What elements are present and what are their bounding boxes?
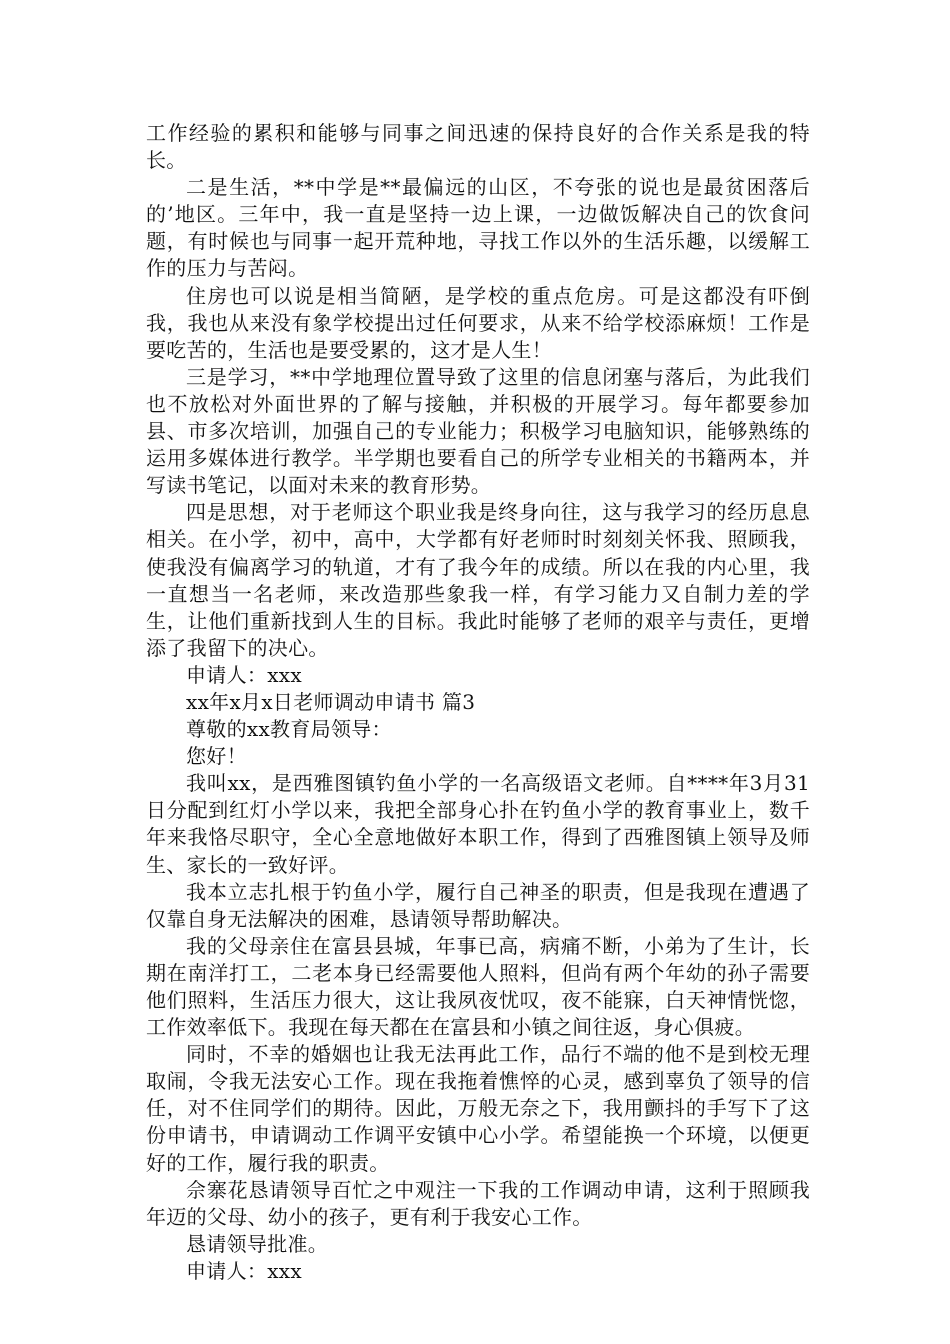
signature-line: 申请人：xxx: [186, 1258, 302, 1283]
paragraph: 我叫xx，是西雅图镇钓鱼小学的一名高级语文老师。自****年3月31日分配到红灯小学以来，我把全部身心扑在钓鱼小学的教育事业上，数千年来我恪尽职守，全心全意地做好本职工作，得到了西雅图镇上领导及师生、家长的一致好评。: [146, 771, 810, 877]
paragraph: 四是思想，对于老师这个职业我是终身向往，这与我学习的经历息息相关。在小学，初中，高中，大学都有好老师时时刻刻关怀我、照顾我，使我没有偏离学习的轨道，才有了我今年的成绩。所以在我的内心里，我一直想当一名老师，来改造那些象我一样，有学习能力又自制力差的学生，让他们重新找到人生的目标。我此时能够了老师的艰辛与责任，更增添了我留下的决心。: [146, 500, 810, 660]
paragraph: 住房也可以说是相当简陋，是学校的重点危房。可是这都没有吓倒我，我也从来没有象学校提出过任何要求，从来不给学校添麻烦！工作是要吃苦的，生活也是要受累的，这才是人生！: [146, 283, 810, 362]
paragraph: 佘寨花恳请领导百忙之中观注一下我的工作调动申请，这利于照顾我年迈的父母、幼小的孩子，更有利于我安心工作。: [146, 1177, 810, 1229]
paragraph: 工作经验的累积和能够与同事之间迅速的保持良好的合作关系是我的特长。: [146, 121, 810, 173]
closing-request: 恳请领导批准。: [186, 1231, 329, 1256]
paragraph: 三是学习，**中学地理位置导致了这里的信息闭塞与落后，为此我们也不放松对外面世界的了解与接触，并积极的开展学习。每年都要参加县、市多次培训，加强自己的专业能力；积极学习电脑知识，能够熟练的运用多媒体进行教学。半学期也要看自己的所学专业相关的书籍两本，并写读书笔记，以面对未来的教育形势。: [146, 364, 810, 498]
paragraph: 二是生活，**中学是**最偏远的山区，不夸张的说也是最贫困落后的’地区。三年中，我一直是坚持一边上课，一边做饭解决自己的饮食问题，有时候也与同事一起开荒种地，寻找工作以外的生活乐趣，以缓解工作的压力与苦闷。: [146, 175, 810, 281]
salutation: 尊敬的xx教育局领导：: [186, 717, 392, 742]
paragraph: 我的父母亲住在富县县城，年事已高，病痛不断，小弟为了生计，长期在南洋打工，二老本身已经需要他人照料，但尚有两个年幼的孙子需要他们照料，生活压力很大，这让我夙夜忧叹，夜不能寐，白天神情恍惚，工作效率低下。我现在每天都在在富县和小镇之间往返，身心俱疲。: [146, 933, 810, 1040]
paragraph: 我本立志扎根于钓鱼小学，履行自己神圣的职责，但是我现在遭遇了仅靠自身无法解决的困难，恳请领导帮助解决。: [146, 879, 810, 931]
greeting: 您好！: [186, 744, 247, 769]
paragraph: 同时，不幸的婚姻也让我无法再此工作，品行不端的他不是到校无理取闹，令我无法安心工作。现在我拖着憔悴的心灵，感到辜负了领导的信任，对不住同学们的期待。因此，万般无奈之下，我用颤抖的手写下了这份申请书，申请调动工作调平安镇中心小学。希望能换一个环境，以便更好的工作，履行我的职责。: [146, 1042, 810, 1175]
signature-line: 申请人：xxx: [186, 662, 302, 687]
document-body: [146, 120, 810, 1285]
section-heading: xx年x月x日老师调动申请书 篇3: [186, 689, 476, 714]
